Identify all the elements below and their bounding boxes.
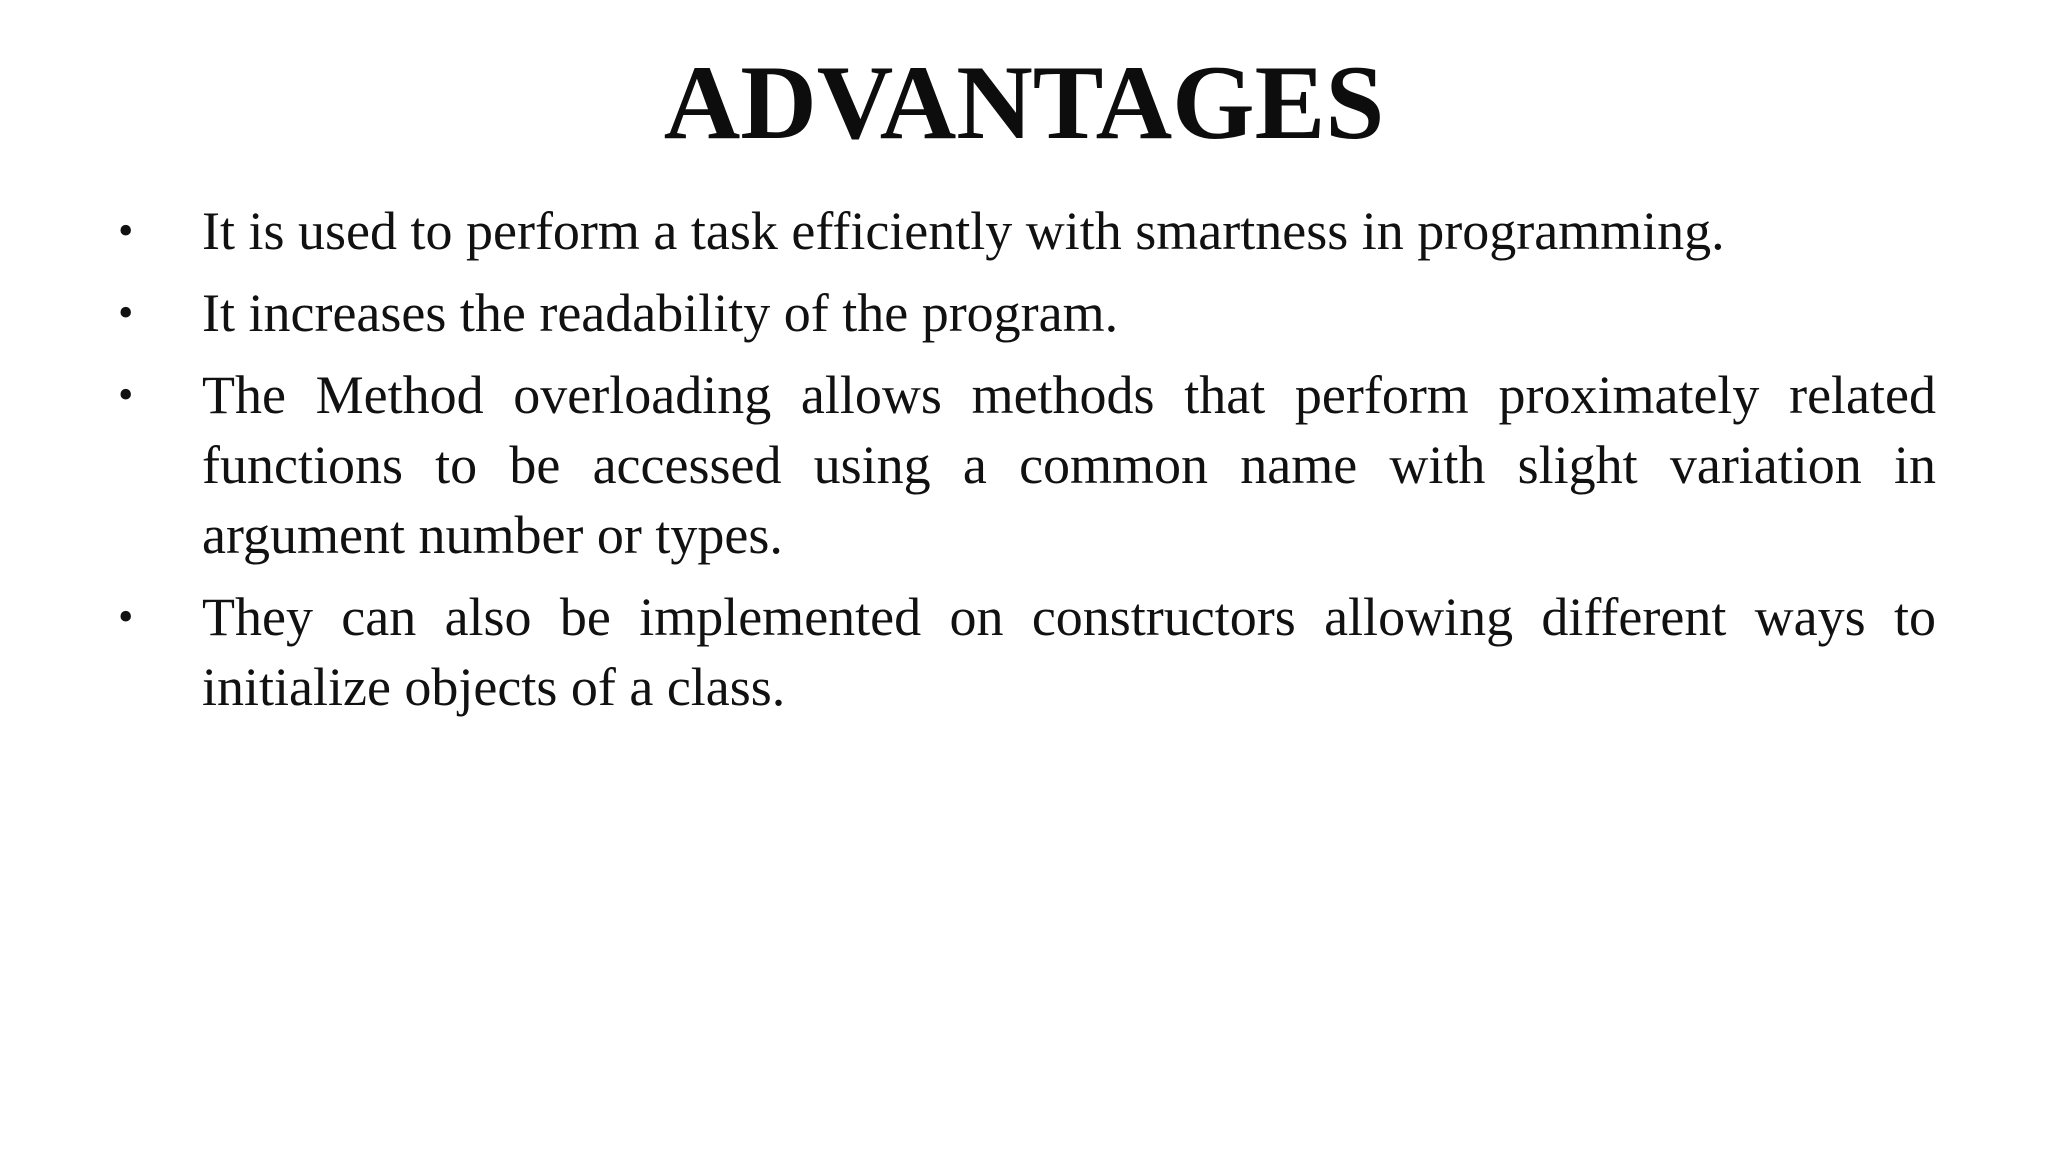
slide-title: ADVANTAGES [663, 44, 1385, 161]
bullet-icon: • [118, 288, 134, 337]
bullet-icon: • [118, 592, 134, 641]
bullet-text: They can also be implemented on constructors allowing different ways to initialize objects of a class. [202, 587, 1936, 717]
bullet-icon: • [118, 206, 134, 255]
bullet-icon: • [118, 370, 134, 419]
bullet-item [118, 360, 1936, 570]
bullet-item [118, 582, 1936, 722]
bullet-item [118, 196, 1936, 266]
bullet-list [118, 196, 1936, 734]
bullet-text: It is used to perform a task efficiently with smartness in programming. [202, 201, 1725, 261]
bullet-text: It increases the readability of the program. [202, 283, 1119, 343]
bullet-item [118, 278, 1936, 348]
bullet-text: The Method overloading allows methods that perform proximately related functions to be accessed using a common name with slight variation in argument number or types. [202, 365, 1936, 565]
